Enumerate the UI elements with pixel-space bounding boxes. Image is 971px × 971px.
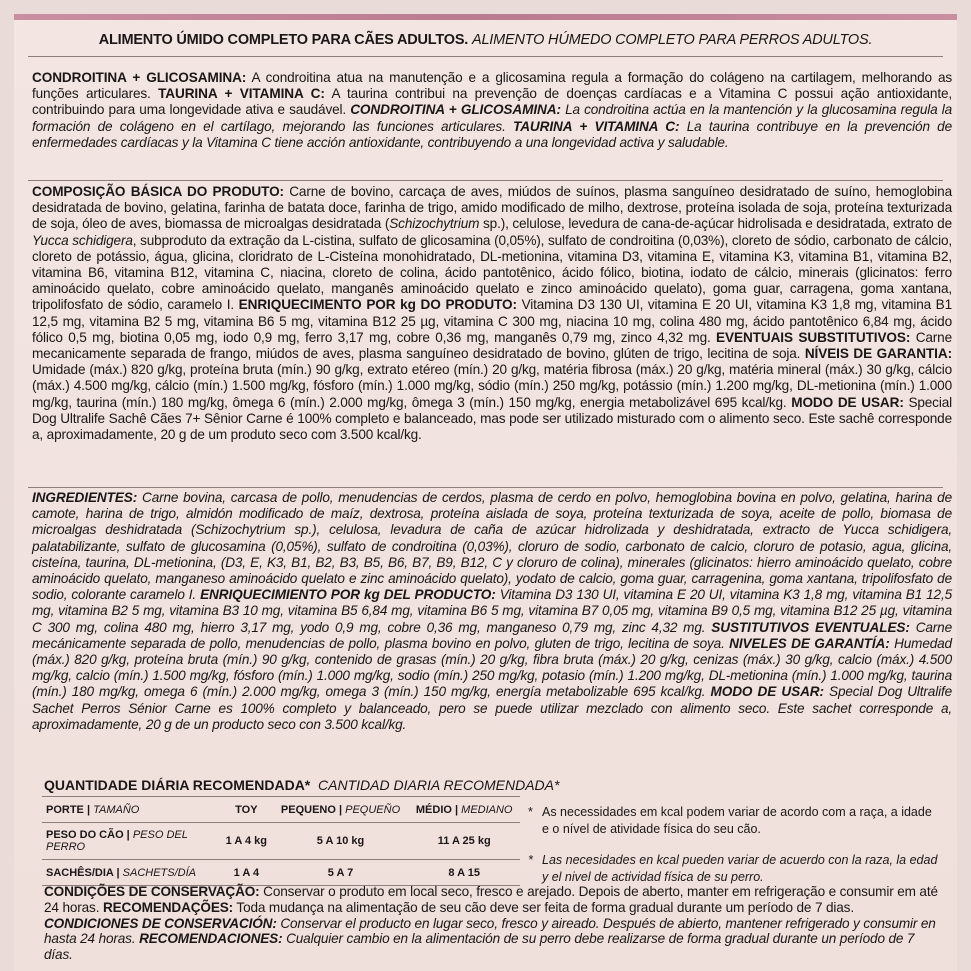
enrichment-heading-es: ENRIQUECIMIENTO POR kg DEL PRODUCTO: [200,587,496,603]
benefit-text: A taurina contribui na prevenção de doenças cardíacas e a Vitamina C possui ação antioxidante, contribuindo para uma longevidade ativa e saudável. [32,86,952,118]
substitutes-text: Carne mecanicamente separada de frango, miúdos de aves, plasma sanguíneo desidratado de bovino, glúten de trigo, lecitina de soja. [32,329,952,362]
recommendations-text: Toda mudança na alimentação de seu cão deve ser feita de forma gradual durante um período de 7 dias. [233,899,854,915]
note-es: * Las necesidades en kcal pueden variar de acuerdo con la raza, la edad y el nivel de actividad física de su perro. [528,853,938,884]
storage-heading: CONDIÇÕES DE CONSERVAÇÃO: [44,884,260,899]
recommendations-heading-es: RECOMENDACIONES: [139,931,283,947]
label-panel [14,14,957,971]
recommendations-heading: RECOMENDAÇÕES: [102,899,234,915]
table-cell: PESO DO CÃO | PESO DEL PERRO [42,823,220,860]
benefit-heading: CONDROITINA + GLICOSAMINA: [32,70,247,85]
table-cell: MÉDIO | MEDIANO [408,797,520,823]
storage-text-es: Conservar el producto en lugar seco, fresco y aireado. Después de abierto, mantener refrigerado y consumir en hasta 24 horas. [44,915,936,947]
table-cell: 5 A 7 [273,860,409,886]
note-pt: * As necessidades em kcal podem variar de acordo com a raça, a idade e o nível de atividade física do seu cão. [528,805,932,836]
divider [28,487,943,488]
divider [28,180,943,181]
header-pt: ALIMENTO ÚMIDO COMPLETO PARA CÃES ADULTOS. [98,32,469,48]
composition-text: , subproduto da extração da L-cistina, sulfato de glicosamina (0,05%), sulfato de condroitina (0,03%), cloreto de sódio, carbonato de cálcio, cloreto de potássio, água, glicina, cloridrato de L-Cisteína monohidratado, DL-metionina, vitamina D3, vitamina E, vitamina K3, vitamina B1, vitamina B2, vitamina B6, vitamina B12, vitamina C, niacina, cloreto de colina, ácido pantotênico, ácido fólico, biotina, iodato de cálcio, minerais (glicinatos: ferro aminoácido quelato, cobre aminoácido quelato, manganês aminoácido quelato e zinco aminoácido quelato), goma guar, carragena, goma xantana, tripolifosfato de sódio, caramelo I. [32,232,952,313]
table-row [42,823,520,860]
storage-paragraph [44,884,944,963]
composition-heading: COMPOSIÇÃO BÁSICA DO PRODUTO: [32,184,284,199]
top-band [14,14,957,20]
usage-heading: MODO DE USAR: [791,394,904,410]
header-es: ALIMENTO HÚMEDO COMPLETO PARA PERROS ADULTOS. [471,32,873,48]
benefit-text-es: La condroitina actúa en la mantención y la glucosamina regula la formación de colágeno en el cartílago, mejorando las funciones articulares. [32,102,953,134]
benefit-heading-es: CONDROITINA + GLICOSAMINA: [350,102,561,118]
table-cell: TOY [220,797,273,823]
product-header [14,32,957,48]
benefit-text: A condroitina atua na manutenção e a glicosamina regula a formação do colágeno na cartilagem, melhorando as funções articulares. [32,70,952,102]
composition-italic: Yucca schidigera [32,232,133,248]
substitutes-heading-es: SUSTITUTIVOS EVENTUALES: [711,619,910,635]
table-row [42,860,520,886]
table-cell: 1 A 4 kg [220,823,273,860]
table-cell: 8 A 15 [408,860,520,886]
guarantee-text: Umidade (máx.) 820 g/kg, proteína bruta (mín.) 90 g/kg, extrato etéreo (mín.) 20 g/kg, matéria fibrosa (máx.) 20 g/kg, matéria mineral (máx.) 30 g/kg, cálcio (máx.) 4.500 mg/kg, cálcio (mín.) 1.500 mg/kg, fósforo (mín.) 1.000 mg/kg, sódio (mín.) 250 mg/kg, potássio (mín.) 1.200 mg/kg, DL-metionina (mín.) 1.000 mg/kg, taurina (mín.) 180 mg/kg, ômega 6 (mín.) 2.000 mg/kg, ômega 3 (mín.) 150 mg/kg, energia metabolizável 695 kcal/kg. [32,362,952,410]
usage-heading-es: MODO DE USAR: [710,684,824,700]
benefit-text-es: La taurina contribuye en la prevención de enfermedades cardíacas y la Vitamina C tiene acción antioxidante, contribuyendo a una longevidad activa y saludable. [32,118,953,150]
composition-text: Carne de bovino, carcaça de aves, miúdos de suínos, plasma sanguíneo desidratado de suíno, hemoglobina desidratada de bovino, gelatina, farinha de batata doce, farinha de trigo, amido modificado de milho, dextrose, proteína isolada de soja, proteína texturizada de soja, óleo de aves, biomassa de microalgas desidratada ( [32,184,952,232]
guarantee-heading: NÍVEIS DE GARANTIA: [804,346,953,362]
table-cell: PEQUENO | PEQUEÑO [273,797,409,823]
composition-text: sp.), celulose, levedura de cana-de-açúcar hidrolisada e desidratada, extrato de [479,216,952,232]
recommendations-text-es: Cualquier cambio en la alimentación de su perro debe realizarse de forma gradual durante un período de 7 días. [44,931,915,963]
ingredients-paragraph [32,490,952,733]
storage-text: Conservar o produto em local seco, fresco e arejado. Depois de aberto, manter em refrigeração e consumir em até 24 horas. [44,884,938,915]
guarantee-text-es: Humedad (máx.) 820 g/kg, proteína bruta (mín.) 90 g/kg, contenido de grasas (mín.) 20 g/kg, fibra bruta (máx.) 20 g/kg, cenizas (máx.) 30 g/kg, calcio (máx.) 4.500 mg/kg, calcio (mín.) 1.500 mg/kg, fósforo (mín.) 1.000 mg/kg, sodio (mín.) 250 mg/kg, potasio (mín.) 1.200 mg/kg, DL-metionina (mín.) 1.000 mg/kg, taurina (mín.) 180 mg/kg, omega 6 (mín.) 2.000 mg/kg, omega 3 (mín.) 150 mg/kg, energía metabolizable 695 kcal/kg. [32,635,952,700]
table-cell: 1 A 4 [220,860,273,886]
composition-paragraph [32,184,952,443]
quantity-title-es: CANTIDAD DIARIA RECOMENDADA* [318,777,560,793]
quantity-title-pt: QUANTIDADE DIÁRIA RECOMENDADA* [44,777,311,793]
quantity-title [44,777,559,793]
storage-heading-es: CONDICIONES DE CONSERVACIÓN: [44,915,277,931]
divider [28,56,943,57]
benefit-heading-es: TAURINA + VITAMINA C: [513,118,680,134]
substitutes-heading: EVENTUAIS SUBSTITUTIVOS: [716,329,911,345]
table-cell: 11 A 25 kg [408,823,520,860]
enrichment-heading: ENRIQUECIMENTO POR kg DO PRODUTO: [238,297,517,313]
ingredients-heading: INGREDIENTES: [32,490,138,505]
substitutes-text-es: Carne mecánicamente separada de pollo, menudencias de pollo, plasma bovino en polvo, gluten de trigo, lecitina de soya. [32,619,952,651]
quantity-table [42,796,520,886]
composition-italic: Schizochytrium [389,216,480,232]
enrichment-text: Vitamina D3 130 UI, vitamina E 20 UI, vitamina K3 1,8 mg, vitamina B1 12,5 mg, vitamina B2 5 mg, vitamina B6 5 mg, vitamina B12 25 µg, vitamina C 300 mg, niacina 10 mg, colina 480 mg, ácido pantotênico 6,84 mg, ácido fólico 0,5 mg, biotina 0,05 mg, iodo 0,9 mg, ferro 3,17 mg, cobre 0,36 mg, manganês 0,79 mg, zinco 4,32 mg. [32,297,953,345]
benefit-heading: TAURINA + VITAMINA C: [158,86,325,102]
table-cell: 5 A 10 kg [273,823,409,860]
guarantee-heading-es: NIVELES DE GARANTÍA: [729,635,890,651]
usage-text: Special Dog Ultralife Sachê Cães 7+ Sênior Carne é 100% completo e balanceado, mas pode ser utilizado misturado com o alimento seco. Este sachê corresponde a, aproximadamente, 20 g de um produto seco com 3.500 kcal/kg. [32,394,952,443]
table-header-row [42,797,520,823]
ingredients-text: Carne bovina, carcasa de pollo, menudencias de cerdos, plasma de cerdo en polvo, hemoglobina bovina en polvo, gelatina, harina de camote, harina de trigo, almidón modificado de maíz, dextrosa, proteína aislada de soya, proteína texturizada de soya, aceite de pollo, biomasa de microalgas deshidratada (Schizochytrium sp.), celulosa, levadura de caña de azúcar hidrolizada y deshidratada, extracto de Yucca schidigera, palatabilizante, sulfato de glucosamina (0,05%), sulfato de condroitina (0,03%), cloruro de sodio, carbonato de calcio, cloruro de potasio, agua, glicina, cisteína, taurina, DL-metionina, (D3, E, K3, B1, B2, B3, B5, B6, B7, B9, B12, C y cloruro de colina), minerales (glicinatos: hierro aminoácido quelato, cobre aminoácido quelato, manganeso aminoácido quelato e zinc aminoácido quelato), yodato de calcio, goma guar, carragenina, goma xantana, tripolifosfato de sodio, colorante caramelo I. [32,490,952,603]
usage-text-es: Special Dog Ultralife Sachet Perros Sénior Carne es 100% completo y balanceado, pero se puede utilizar mezclado con alimento seco. Este sachet corresponde a, aproximadamente, 20 g de un producto seco con 3.500 kcal/kg. [32,684,952,732]
table-cell: SACHÊS/DIA | SACHETS/DÍA [42,860,220,886]
table-cell: PORTE | TAMAÑO [42,797,220,823]
benefits-paragraph [32,70,952,151]
enrichment-text-es: Vitamina D3 130 UI, vitamina E 20 UI, vitamina K3 1,8 mg, vitamina B1 12,5 mg, vitamina B2 5 mg, vitamina B3 10 mg, vitamina B5 6,84 mg, vitamina B6 5 mg, vitamina B7 0,05 mg, vitamina B9 0,5 mg, vitamina B12 25 µg, vitamina C 300 mg, colina 480 mg, hierro 3,17 mg, yodo 0,9 mg, cobre 0,36 mg, manganeso 0,79 mg, zinc 4,32 mg. [32,587,952,635]
